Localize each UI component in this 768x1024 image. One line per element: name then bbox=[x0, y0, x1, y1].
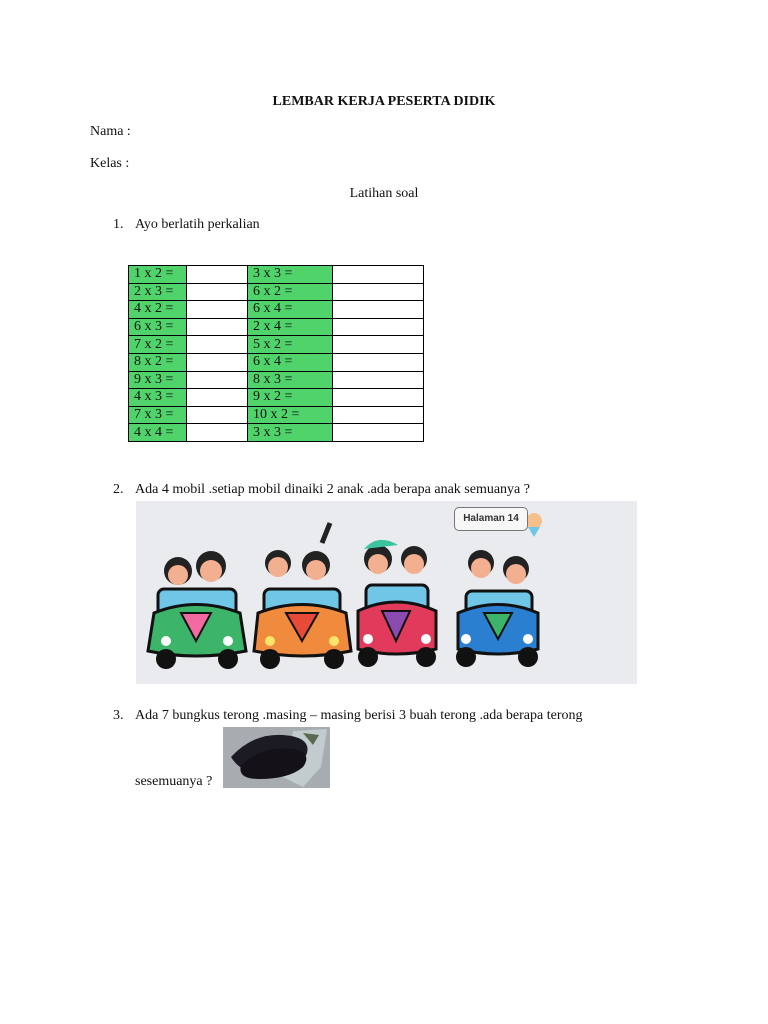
cell-left-answer[interactable] bbox=[187, 424, 248, 442]
cell-left-answer[interactable] bbox=[187, 266, 248, 284]
cell-right-problem: 6 x 2 = bbox=[248, 283, 333, 301]
cell-left-problem: 6 x 3 = bbox=[129, 318, 187, 336]
cell-right-problem: 6 x 4 = bbox=[248, 353, 333, 371]
cell-left-answer[interactable] bbox=[187, 283, 248, 301]
cell-right-answer[interactable] bbox=[333, 406, 424, 424]
cell-left-problem: 9 x 3 = bbox=[129, 371, 187, 389]
cell-right-answer[interactable] bbox=[333, 336, 424, 354]
cell-left-problem: 8 x 2 = bbox=[129, 353, 187, 371]
cell-left-answer[interactable] bbox=[187, 336, 248, 354]
cell-right-answer[interactable] bbox=[333, 266, 424, 284]
cell-right-problem: 9 x 2 = bbox=[248, 389, 333, 407]
cars-illustration bbox=[136, 501, 637, 684]
table-row bbox=[129, 424, 424, 442]
table-row bbox=[129, 301, 424, 319]
eggplant-drawing bbox=[223, 727, 330, 788]
question-text-2: Ada 4 mobil .setiap mobil dinaiki 2 anak .ada berapa anak semuanya ? bbox=[135, 482, 530, 497]
cell-left-problem: 4 x 2 = bbox=[129, 301, 187, 319]
page-title: LEMBAR KERJA PESERTA DIDIK bbox=[272, 94, 496, 109]
cell-right-problem: 10 x 2 = bbox=[248, 406, 333, 424]
section-subtitle: Latihan soal bbox=[349, 186, 419, 201]
table-row bbox=[129, 336, 424, 354]
table-row bbox=[129, 389, 424, 407]
cell-left-problem: 7 x 2 = bbox=[129, 336, 187, 354]
question-number-2: 2. bbox=[113, 482, 124, 497]
cell-right-answer[interactable] bbox=[333, 389, 424, 407]
cell-left-problem: 2 x 3 = bbox=[129, 283, 187, 301]
cell-left-answer[interactable] bbox=[187, 389, 248, 407]
cars-drawing bbox=[136, 501, 637, 684]
question-number-1: 1. bbox=[113, 217, 124, 232]
page-badge: Halaman 14 bbox=[454, 507, 528, 531]
cell-right-problem: 3 x 3 = bbox=[248, 424, 333, 442]
cell-right-answer[interactable] bbox=[333, 301, 424, 319]
cell-left-answer[interactable] bbox=[187, 406, 248, 424]
cell-right-answer[interactable] bbox=[333, 353, 424, 371]
table-row bbox=[129, 406, 424, 424]
table-row bbox=[129, 266, 424, 284]
cell-right-answer[interactable] bbox=[333, 371, 424, 389]
cell-left-problem: 4 x 3 = bbox=[129, 389, 187, 407]
cell-left-answer[interactable] bbox=[187, 301, 248, 319]
table-row bbox=[129, 318, 424, 336]
nama-label: Nama : bbox=[90, 124, 131, 139]
cell-left-problem: 4 x 4 = bbox=[129, 424, 187, 442]
cell-left-answer[interactable] bbox=[187, 371, 248, 389]
table-row bbox=[129, 283, 424, 301]
cell-right-answer[interactable] bbox=[333, 424, 424, 442]
cell-right-problem: 8 x 3 = bbox=[248, 371, 333, 389]
eggplant-photo bbox=[223, 727, 330, 788]
cell-left-answer[interactable] bbox=[187, 318, 248, 336]
cell-left-answer[interactable] bbox=[187, 353, 248, 371]
cell-right-problem: 2 x 4 = bbox=[248, 318, 333, 336]
table-row bbox=[129, 371, 424, 389]
cell-left-problem: 7 x 3 = bbox=[129, 406, 187, 424]
cell-right-answer[interactable] bbox=[333, 283, 424, 301]
question-text-3-continued: sesemuanya ? bbox=[135, 774, 213, 789]
question-text-3: Ada 7 bungkus terong .masing – masing berisi 3 buah terong .ada berapa terong bbox=[135, 708, 583, 723]
kelas-label: Kelas : bbox=[90, 156, 130, 171]
cell-right-problem: 3 x 3 = bbox=[248, 266, 333, 284]
cell-right-answer[interactable] bbox=[333, 318, 424, 336]
cell-left-problem: 1 x 2 = bbox=[129, 266, 187, 284]
cell-right-problem: 6 x 4 = bbox=[248, 301, 333, 319]
question-text-1: Ayo berlatih perkalian bbox=[135, 217, 260, 232]
cell-right-problem: 5 x 2 = bbox=[248, 336, 333, 354]
question-number-3: 3. bbox=[113, 708, 124, 723]
table-row bbox=[129, 353, 424, 371]
multiplication-table bbox=[128, 265, 424, 442]
